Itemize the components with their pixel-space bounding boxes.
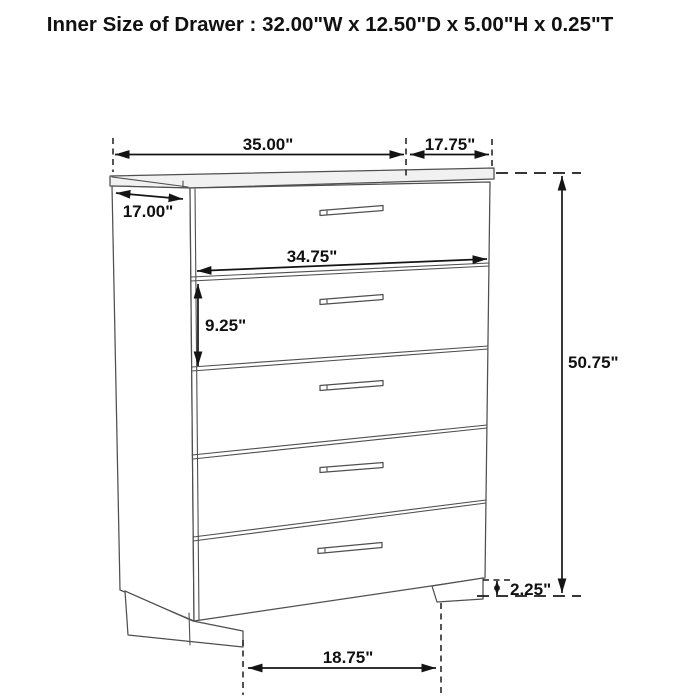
side-depth-label: 17.00" — [122, 202, 174, 221]
drawer-width-label: 34.75" — [286, 247, 338, 266]
chest-front-face — [190, 182, 490, 621]
drawer-height-label: 9.25" — [205, 316, 247, 335]
top-depth-label: 17.75" — [424, 135, 476, 154]
top-width-label: 35.00" — [242, 135, 294, 154]
chest-drawing — [110, 168, 494, 647]
overall-height-label: 50.75" — [568, 353, 619, 372]
leg-height-label: 2.25" — [510, 580, 552, 599]
chest-side-panel — [112, 186, 194, 621]
leg-clearance-label: 18.75" — [322, 648, 374, 667]
inner-drawer-size-title: Inner Size of Drawer : 32.00"W x 12.50"D x 5.00"H x 0.25"T — [46, 13, 614, 36]
